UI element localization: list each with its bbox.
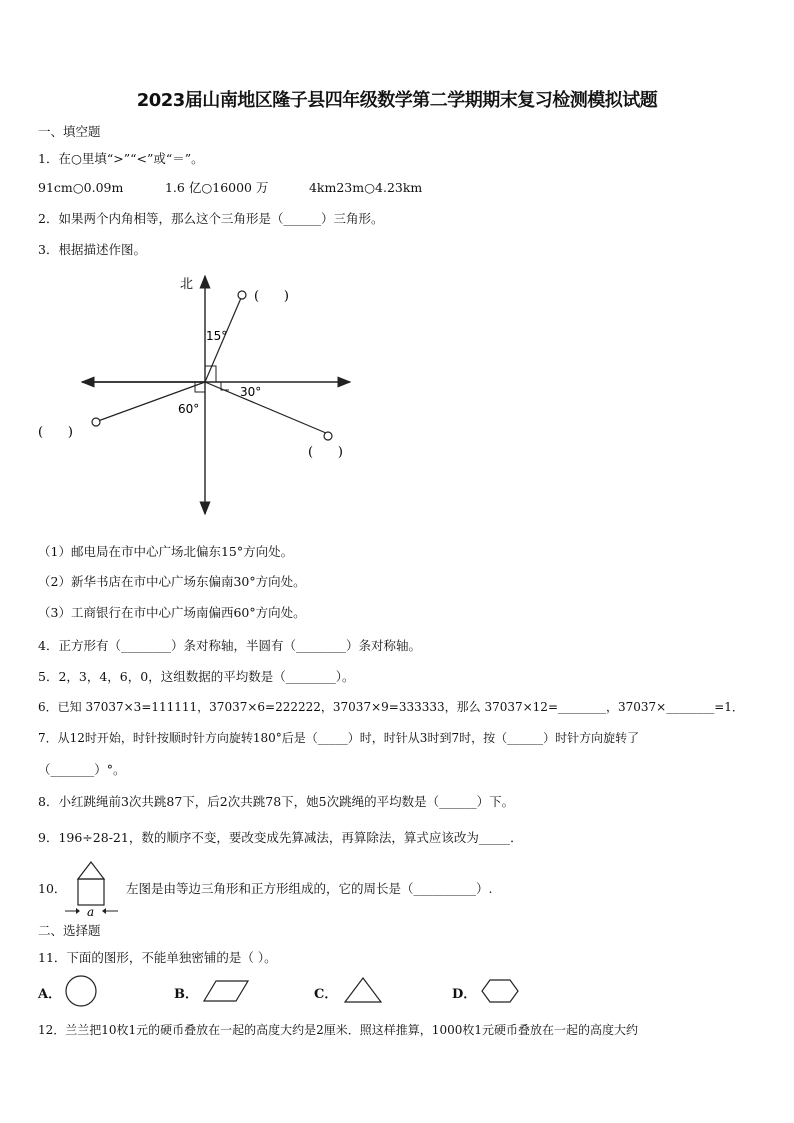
circle-shape [64, 974, 98, 1008]
question-5: 5．2，3，4，6，0，这组数据的平均数是（________）。 [38, 669, 355, 684]
question-7-line-1: 7．从12时开始，时针按顺时针方向旋转180°后是（_____）时，时针从3时到7时，按（______）时针方向旋转了 [38, 731, 640, 745]
equilateral-triangle [78, 862, 104, 879]
bookstore-point [324, 432, 332, 440]
question-11-options [38, 974, 738, 1008]
question-3-sub-2: （2）新华书店在市中心广场东偏南30°方向处。 [38, 574, 306, 589]
question-3-sub-3: （3）工商银行在市中心广场南偏西60°方向处。 [38, 605, 306, 620]
question-9: 9．196÷28-21，数的顺序不变，要改变成先算减法，再算除法，算式应该改为_____． [38, 830, 523, 845]
section-fill-blank-heading: 一、填空题 [38, 124, 101, 139]
option-c-label: C． [314, 987, 338, 1002]
section-choice-heading: 二、选择题 [38, 923, 101, 938]
question-1-items [38, 178, 422, 196]
direction-diagram [30, 268, 370, 520]
hexagon-shape [480, 974, 520, 1008]
question-11-stem: 11．下面的图形，不能单独密铺的是（ ）。 [38, 950, 277, 965]
answer-blank-se: ( ) [308, 445, 343, 460]
angle-label-15: 15° [206, 329, 228, 343]
question-8: 8．小红跳绳前3次共跳87下，后2次共跳78下，她5次跳绳的平均数是（______）下。 [38, 794, 515, 809]
parallelogram-shape [202, 974, 250, 1008]
angle-label-60: 60° [178, 402, 200, 416]
page-title: 2023届山南地区隆子县四年级数学第二学期期末复习检测模拟试题 [136, 90, 658, 111]
option-d-label: D． [452, 987, 477, 1002]
answer-blank-sw: ( ) [38, 425, 73, 440]
option-a-label: A． [38, 987, 62, 1002]
question-7-line-2: （_______）°。 [38, 762, 126, 777]
dimension-arrowhead-right [102, 908, 106, 914]
triangle-square-figure [62, 860, 122, 918]
question-1-item: 1.6 亿○16000 万 [164, 180, 269, 195]
angle-label-30: 30° [240, 385, 262, 399]
question-10-text: 左图是由等边三角形和正方形组成的，它的周长是（__________）. [126, 881, 493, 896]
question-3-sub-1: （1）邮电局在市中心广场北偏东15°方向处。 [38, 544, 294, 559]
north-label: 北 [180, 277, 194, 292]
question-10-number: 10． [38, 881, 67, 896]
option-b-label: B． [174, 987, 198, 1002]
square [78, 879, 104, 905]
question-1-stem: 1．在○里填“>”“<”或“＝”。 [38, 151, 204, 166]
question-12: 12．兰兰把10枚1元的硬币叠放在一起的高度大约是2厘米．照这样推算，1000枚1元硬币叠放在一起的高度大约 [38, 1023, 638, 1037]
question-1-item: 4km23m○4.23km [308, 180, 423, 195]
question-1-item: 91cm○0.09m [38, 180, 124, 195]
question-2: 2．如果两个内角相等，那么这个三角形是（______）三角形。 [38, 211, 384, 226]
side-label-a: a [87, 905, 95, 918]
bank-point [92, 418, 100, 426]
triangle-shape [342, 974, 384, 1008]
question-6: 6．已知 37037×3=111111，37037×6=222222，37037×9=333333，那么 37037×12=________，37037×________=1． [38, 700, 744, 714]
dimension-arrowhead-left [76, 908, 80, 914]
answer-blank-ne: ( ) [254, 289, 289, 304]
post-office-point [238, 291, 246, 299]
question-3-stem: 3．根据描述作图。 [38, 242, 146, 257]
question-4: 4．正方形有（________）条对称轴，半圆有（________）条对称轴。 [38, 638, 421, 653]
